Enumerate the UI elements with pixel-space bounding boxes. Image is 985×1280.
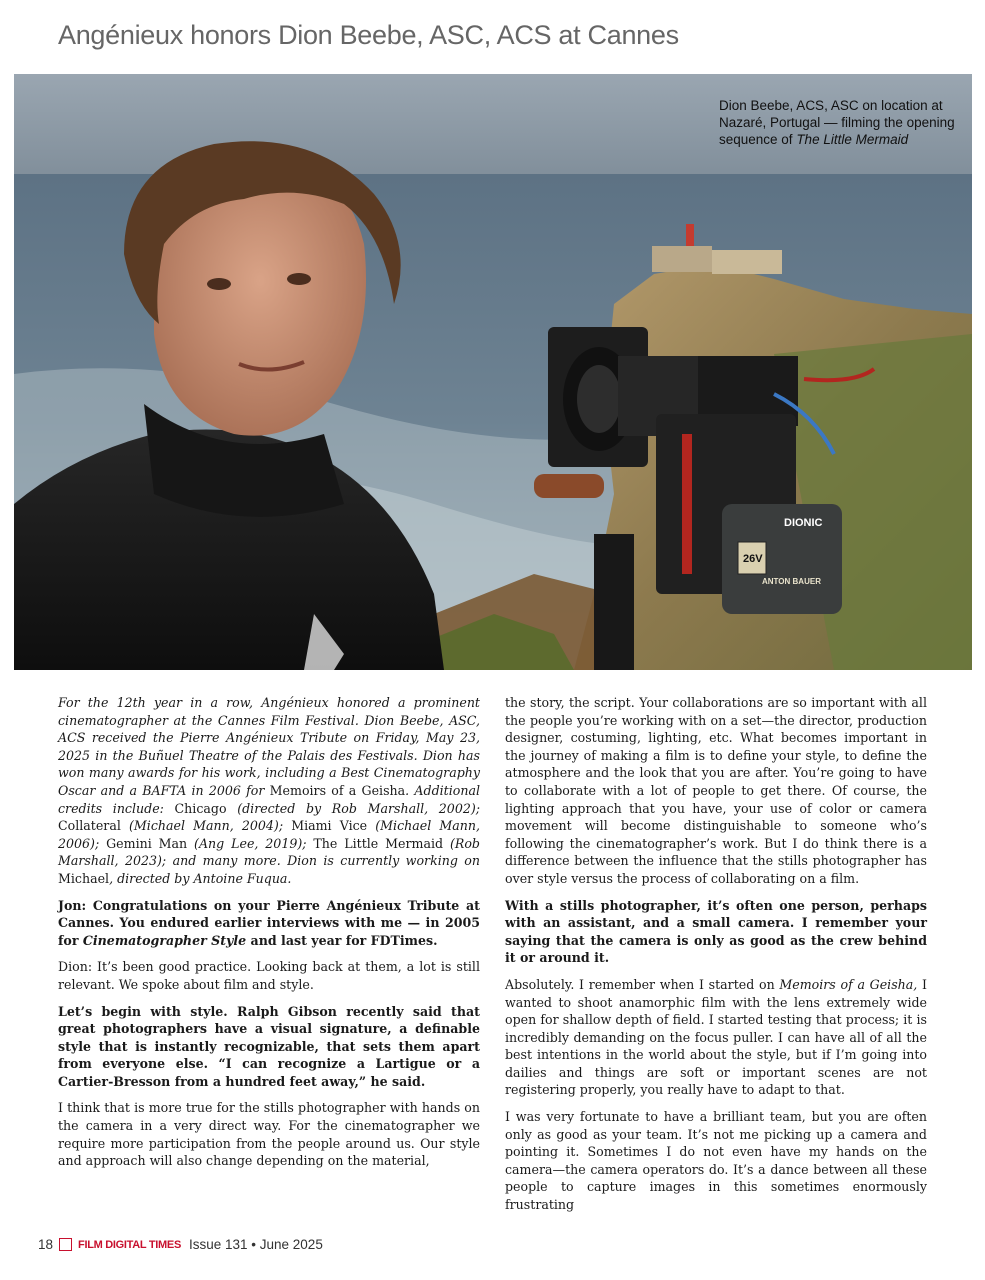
interview-question: Jon: Congratulations on your Pierre Angénieux Tribute at Cannes. You endured earlier interviews with me — in 2005 for Cinematographer Style and last year for FDTimes.	[58, 897, 480, 948]
article-column-right	[505, 694, 927, 1223]
article-headline: Angénieux honors Dion Beebe, ASC, ACS at Cannes	[58, 20, 679, 50]
battery-maker-label: ANTON BAUER	[762, 577, 821, 586]
interview-answer: I was very fortunate to have a brilliant team, but you are often only as good as your team. It’s not me picking up a camera and pointing it. Sometimes I do not even have my hands on the camera—the camera operators do. It’s a dance between all these people to capture images in this sometimes enormously frustrating	[505, 1109, 927, 1213]
photo-caption	[719, 97, 964, 148]
issue-info: Issue 131 • June 2025	[189, 1237, 323, 1252]
intro-paragraph: For the 12th year in a row, Angénieux honored a prominent cinematographer at the Cannes Film Festival. Dion Beebe, ASC, ACS received the Pierre Angénieux Tribute on Friday, May 23, 2025 in the Buñuel Theatre of the Palais des Festivals. Dion has won many awards for his work, including a Best Cinematography Oscar and a BAFTA in 2006 for Memoirs of a Geisha. Additional credits include: Chicago (directed by Rob Marshall, 2002); Collateral (Michael Mann, 2004); Miami Vice (Michael Mann, 2006); Gemini Man (Ang Lee, 2019); The Little Mermaid (Rob Marshall, 2023); and many more. Dion is currently working on Michael, directed by Antoine Fuqua.	[58, 695, 480, 886]
interview-answer-continued: the story, the script. Your collaborations are so important with all the people you’re working with on a set—the director, production designer, costuming, lighting, etc. What becomes important in the journey of making a film is to define your style, to define the atmosphere and the look that you are after. You’re going to have to collaborate with a lot of people to get there. Of course, the lighting approach that you have, your use of color or camera movement will become distinguishable to someone who’s following the cinematographer’s work. But I do think there is a difference between the influence that the stills photographer has over style versus the process of collaborating on a film.	[505, 695, 927, 886]
fort	[652, 246, 712, 272]
interview-answer: Absolutely. I remember when I started on Memoirs of a Geisha, I wanted to shoot anamorphic film with the lens extremely wide open for shallow depth of field. I started testing that process; it is incredibly demanding on the focus puller. I can have all of all the best intentions in the world about the style, but if I’m going into dailies and things are soft or important scenes are not registering properly, you really have to adapt to that.	[505, 976, 927, 1098]
battery-voltage-label: 26V	[743, 553, 763, 565]
magazine-logo-box	[59, 1238, 72, 1251]
page-footer	[38, 1237, 323, 1252]
magazine-name: FILM DIGITAL TIMES	[78, 1238, 181, 1251]
battery-brand-label: DIONIC	[784, 517, 823, 529]
interview-answer-continued: I think that is more true for the stills photographer with hands on the camera in a very direct way. For the cinematographer we require more participation from the people around us. Our style and approach will also change depending on the material,	[58, 1100, 480, 1169]
caption-film-title: The Little Mermaid	[796, 132, 909, 147]
interview-answer: Dion: It’s been good practice. Looking back at them, a lot is still relevant. We spoke about film and style.	[58, 959, 480, 992]
lighthouse	[686, 224, 694, 246]
interview-question: With a stills photographer, it’s often one person, perhaps with an assistant, and a small camera. I remember your saying that the camera is only as good as the crew behind it or around it.	[505, 897, 927, 966]
portrait-photo	[14, 74, 972, 670]
article-column-left	[58, 694, 480, 1179]
page-number: 18	[38, 1237, 54, 1252]
caption-text: Dion Beebe, ACS, ASC on location at Nazaré, Portugal — filming the opening sequence of	[719, 98, 955, 147]
interview-question: Let’s begin with style. Ralph Gibson recently said that great photographers have a visual signature, a definable style that is instantly recognizable, that sets them apart from everyone else. “I can recognize a Lartigue or a Cartier-Bresson from a hundred feet away,” he said.	[58, 1003, 480, 1089]
